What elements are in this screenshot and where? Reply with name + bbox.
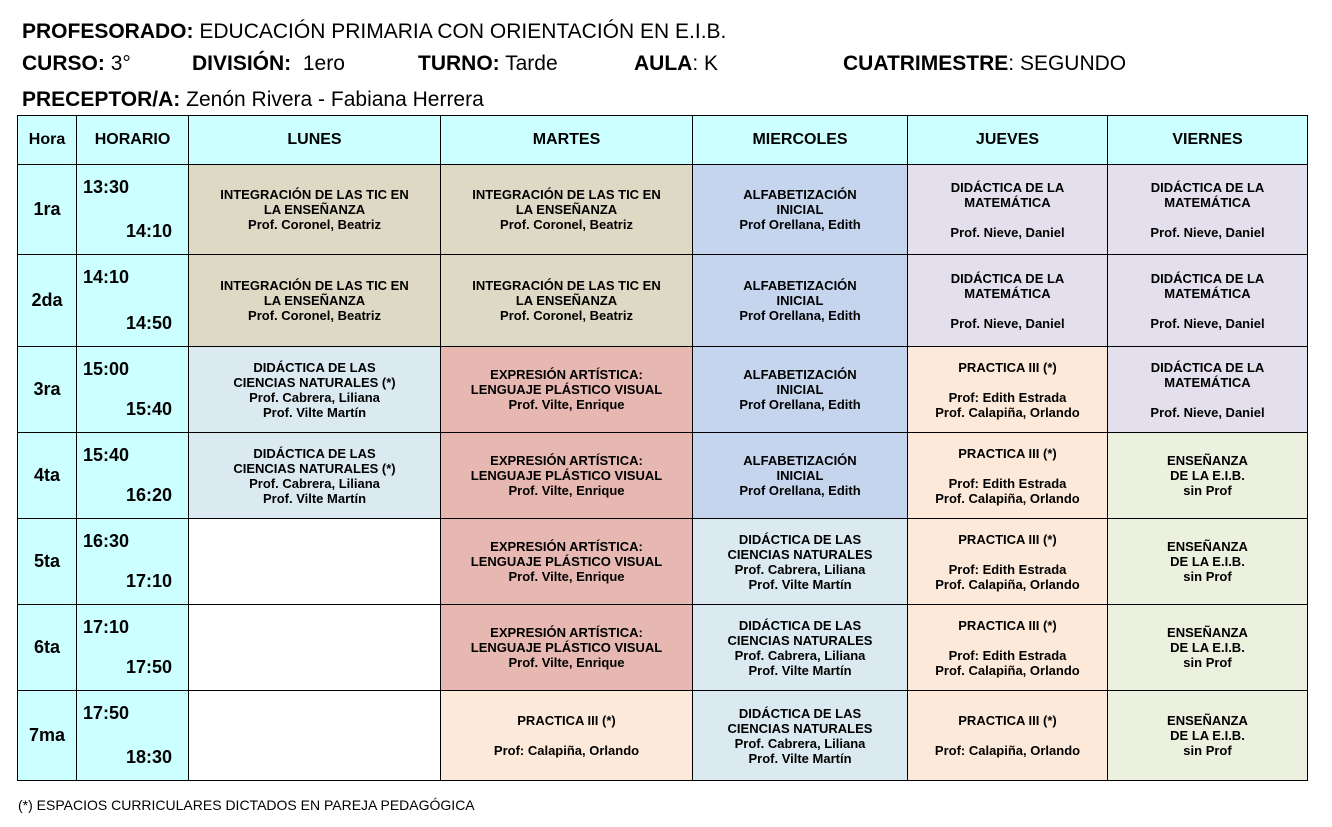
subject-line: ALFABETIZACIÓN [743,367,857,382]
teacher-line: Prof. Calapiña, Orlando [935,662,1080,678]
class-cell-jueves [908,691,1108,781]
start-time: 17:50 [83,703,130,723]
subject-line: DIDÁCTICA DE LA [950,179,1065,195]
aula-label: AULA [634,52,693,75]
class-cell-martes [441,165,693,255]
subject-line: MATEMÁTICA [1164,194,1251,210]
subject-line: LENGUAJE PLÁSTICO VISUAL [470,554,663,569]
subject-line: DIDÁCTICA DE LA [1150,359,1265,375]
subject-line: INICIAL [776,202,824,217]
subject-line: DIDÁCTICA DE LAS [253,445,376,461]
class-cell-lunes [189,691,441,781]
class-cell-martes [441,255,693,347]
teacher-line: sin Prof [1183,483,1232,498]
subject-line: INICIAL [776,293,824,308]
blank-line [1108,301,1307,316]
teacher-line: Prof: Calapiña, Orlando [934,743,1081,758]
class-cell-jueves [908,519,1108,605]
teacher-line: Prof. Coronel, Beatriz [248,308,381,323]
class-cell-jueves [908,605,1108,691]
subject-line: PRACTICA III (*) [958,617,1057,633]
subject-line: CIENCIAS NATURALES [727,546,873,562]
table-row [18,433,1308,519]
subject-line: DIDÁCTICA DE LA [950,270,1065,286]
profesorado-line [22,20,726,44]
class-cell-miercoles [693,691,908,781]
turno-label: TURNO: [418,52,500,75]
table-row [18,519,1308,605]
teacher-line: Prof. Cabrera, Liliana [249,389,380,405]
subject-line: INTEGRACIÓN DE LAS TIC EN [472,278,661,293]
table-row [18,605,1308,691]
col-header-horario: HORARIO [77,116,189,165]
subject-line: DE LA E.I.B. [1170,468,1245,483]
class-cell-lunes [189,165,441,255]
table-row [18,347,1308,433]
subject-line: EXPRESIÓN ARTÍSTICA: [490,539,643,554]
end-time: 14:10 [125,221,172,241]
teacher-line: Prof: Edith Estrada [948,389,1067,405]
teacher-line: Prof: Edith Estrada [948,475,1067,491]
teacher-line: Prof. Coronel, Beatriz [500,217,633,232]
start-time: 13:30 [83,177,130,197]
hora-cell: 6ta [18,605,77,691]
subject-line: CIENCIAS NATURALES [727,720,873,736]
subject-line: CIENCIAS NATURALES (*) [233,374,396,390]
subject-line: LENGUAJE PLÁSTICO VISUAL [470,382,663,397]
subject-line: ALFABETIZACIÓN [743,278,857,293]
subject-line: DE LA E.I.B. [1170,728,1245,743]
hora-cell: 4ta [18,433,77,519]
teacher-line: Prof: Edith Estrada [948,647,1067,663]
teacher-line: Prof. Vilte Martín [748,576,852,592]
subject-line: ALFABETIZACIÓN [743,187,857,202]
class-cell-viernes [1108,255,1308,347]
teacher-line: Prof: Edith Estrada [948,561,1067,577]
class-cell-martes [441,691,693,781]
table-row [18,691,1308,781]
col-header-lunes: LUNES [189,116,441,165]
class-cell-miercoles [693,605,908,691]
subject-line: ALFABETIZACIÓN [743,453,857,468]
subject-line: LA ENSEÑANZA [515,293,618,308]
cuatrimestre-label: CUATRIMESTRE [843,52,1009,75]
subject-line: ENSEÑANZA [1167,625,1248,640]
header-row [18,116,1308,165]
class-cell-viernes [1108,433,1308,519]
subject-line: PRACTICA III (*) [958,531,1057,547]
teacher-line: Prof. Coronel, Beatriz [248,217,381,232]
table-row [18,165,1308,255]
teacher-line: Prof: Calapiña, Orlando [493,743,640,758]
aula-value: : K [692,52,719,75]
subject-line: EXPRESIÓN ARTÍSTICA: [490,453,643,468]
subject-line: LA ENSEÑANZA [263,293,366,308]
teacher-line: Prof. Vilte Martín [748,750,852,766]
horario-cell [77,519,189,605]
curso-value: 3° [110,52,131,75]
blank-line [1108,210,1307,225]
col-header-jueves: JUEVES [908,116,1108,165]
class-cell-martes [441,519,693,605]
end-time: 16:20 [125,485,172,505]
col-header-miercoles: MIERCOLES [693,116,908,165]
teacher-line: sin Prof [1183,743,1232,758]
blank-line [441,728,692,743]
blank-line [908,728,1107,743]
class-cell-viernes [1108,519,1308,605]
subject-line: PRACTICA III (*) [958,445,1057,461]
blank-line [908,461,1107,476]
class-cell-miercoles [693,519,908,605]
end-time: 18:30 [125,747,172,767]
teacher-line: Prof. Nieve, Daniel [1150,315,1265,331]
hora-cell: 1ra [18,165,77,255]
class-cell-lunes [189,433,441,519]
class-cell-jueves [908,165,1108,255]
profesorado-label: PROFESORADO: [22,20,194,43]
schedule-table [17,115,1308,781]
class-cell-jueves [908,347,1108,433]
subject-line: INTEGRACIÓN DE LAS TIC EN [472,187,661,202]
class-cell-lunes [189,347,441,433]
class-cell-jueves [908,255,1108,347]
subject-line: PRACTICA III (*) [958,713,1057,728]
start-time: 16:30 [83,531,130,551]
teacher-line: sin Prof [1183,655,1232,670]
subject-line: INICIAL [776,382,824,397]
teacher-line: Prof. Cabrera, Liliana [249,475,380,491]
teacher-line: Prof. Vilte Martín [262,490,367,506]
subject-line: MATEMÁTICA [964,194,1051,210]
class-cell-viernes [1108,691,1308,781]
end-time: 14:50 [125,313,172,333]
class-cell-lunes [189,519,441,605]
blank-line [908,210,1107,225]
subject-line: CIENCIAS NATURALES (*) [233,460,396,476]
class-cell-miercoles [693,165,908,255]
teacher-line: Prof. Calapiña, Orlando [935,490,1080,506]
subject-line: ENSEÑANZA [1167,453,1248,468]
subject-line: LENGUAJE PLÁSTICO VISUAL [470,640,663,655]
class-cell-martes [441,605,693,691]
teacher-line: Prof. Vilte, Enrique [508,655,625,670]
horario-cell [77,433,189,519]
horario-cell [77,347,189,433]
blank-line [908,301,1107,316]
class-cell-miercoles [693,347,908,433]
class-cell-viernes [1108,347,1308,433]
hora-cell: 3ra [18,347,77,433]
end-time: 15:40 [125,399,172,419]
start-time: 15:40 [83,445,130,465]
horario-cell [77,165,189,255]
teacher-line: Prof Orellana, Edith [739,397,861,412]
teacher-line: Prof. Calapiña, Orlando [935,404,1080,420]
subject-line: INTEGRACIÓN DE LAS TIC EN [220,278,409,293]
table-row [18,255,1308,347]
subject-line: PRACTICA III (*) [958,359,1057,375]
end-time: 17:10 [125,571,172,591]
blank-line [908,375,1107,390]
preceptor-label: PRECEPTOR/A: [22,88,181,111]
subject-line: PRACTICA III (*) [517,713,616,728]
teacher-line: Prof. Cabrera, Liliana [734,735,866,751]
subject-line: CIENCIAS NATURALES [727,632,873,648]
hora-cell: 5ta [18,519,77,605]
teacher-line: Prof. Vilte, Enrique [508,397,625,412]
class-cell-jueves [908,433,1108,519]
col-header-martes: MARTES [441,116,693,165]
end-time: 17:50 [125,657,172,677]
class-cell-lunes [189,605,441,691]
class-cell-martes [441,347,693,433]
teacher-line: Prof. Nieve, Daniel [950,224,1065,240]
subject-line: DE LA E.I.B. [1170,554,1245,569]
blank-line [908,633,1107,648]
col-header-hora: Hora [18,116,77,165]
teacher-line: Prof. Coronel, Beatriz [500,308,633,323]
subject-line: EXPRESIÓN ARTÍSTICA: [490,367,643,382]
teacher-line: Prof. Cabrera, Liliana [734,561,866,577]
blank-line [908,547,1107,562]
teacher-line: Prof Orellana, Edith [739,483,861,498]
subject-line: LENGUAJE PLÁSTICO VISUAL [470,468,663,483]
teacher-line: Prof. Calapiña, Orlando [935,576,1080,592]
subject-line: LA ENSEÑANZA [263,202,366,217]
subject-line: DIDÁCTICA DE LAS [738,531,862,547]
subject-line: LA ENSEÑANZA [515,202,618,217]
start-time: 17:10 [83,617,130,637]
subject-line: MATEMÁTICA [964,285,1051,301]
subject-line: INTEGRACIÓN DE LAS TIC EN [220,187,409,202]
teacher-line: sin Prof [1183,569,1232,584]
class-cell-viernes [1108,165,1308,255]
class-cell-lunes [189,255,441,347]
subject-line: DIDÁCTICA DE LAS [738,705,862,721]
subject-line: INICIAL [776,468,824,483]
subject-line: DIDÁCTICA DE LA [1150,270,1265,286]
subject-line: DIDÁCTICA DE LAS [738,617,862,633]
teacher-line: Prof Orellana, Edith [739,217,861,232]
teacher-line: Prof. Nieve, Daniel [1150,224,1265,240]
start-time: 14:10 [83,267,130,287]
subject-line: MATEMÁTICA [1164,374,1251,390]
profesorado-value: EDUCACIÓN PRIMARIA CON ORIENTACIÓN EN E.I.B. [199,20,727,43]
horario-cell [77,255,189,347]
subject-line: MATEMÁTICA [1164,285,1251,301]
subject-line: EXPRESIÓN ARTÍSTICA: [490,625,643,640]
subject-line: DIDÁCTICA DE LAS [253,359,376,375]
curso-label: CURSO: [22,52,105,75]
preceptor-value: Zenón Rivera - Fabiana Herrera [186,88,484,111]
horario-cell [77,691,189,781]
class-cell-miercoles [693,255,908,347]
subject-line: ENSEÑANZA [1167,539,1248,554]
teacher-line: Prof. Vilte Martín [262,404,367,420]
class-cell-miercoles [693,433,908,519]
start-time: 15:00 [83,359,130,379]
teacher-line: Prof. Nieve, Daniel [950,315,1065,331]
division-value: 1ero [302,52,345,75]
footnote: (*) ESPACIOS CURRICULARES DICTADOS EN PAREJA PEDAGÓGICA [18,797,475,813]
subject-line: ENSEÑANZA [1167,713,1248,728]
class-cell-martes [441,433,693,519]
subject-line: DIDÁCTICA DE LA [1150,179,1265,195]
hora-cell: 2da [18,255,77,347]
teacher-line: Prof Orellana, Edith [739,308,861,323]
class-cell-viernes [1108,605,1308,691]
teacher-line: Prof. Vilte Martín [748,662,852,678]
teacher-line: Prof. Vilte, Enrique [508,569,625,584]
teacher-line: Prof. Nieve, Daniel [1150,404,1265,420]
teacher-line: Prof. Cabrera, Liliana [734,647,866,663]
cuatrimestre-value: : SEGUNDO [1008,52,1127,75]
teacher-line: Prof. Vilte, Enrique [508,483,625,498]
col-header-viernes: VIERNES [1108,116,1308,165]
turno-value: Tarde [505,52,558,75]
horario-cell [77,605,189,691]
division-label: DIVISIÓN: [192,52,292,75]
hora-cell: 7ma [18,691,77,781]
subject-line: DE LA E.I.B. [1170,640,1245,655]
blank-line [1108,390,1307,405]
preceptor-line [22,88,484,112]
